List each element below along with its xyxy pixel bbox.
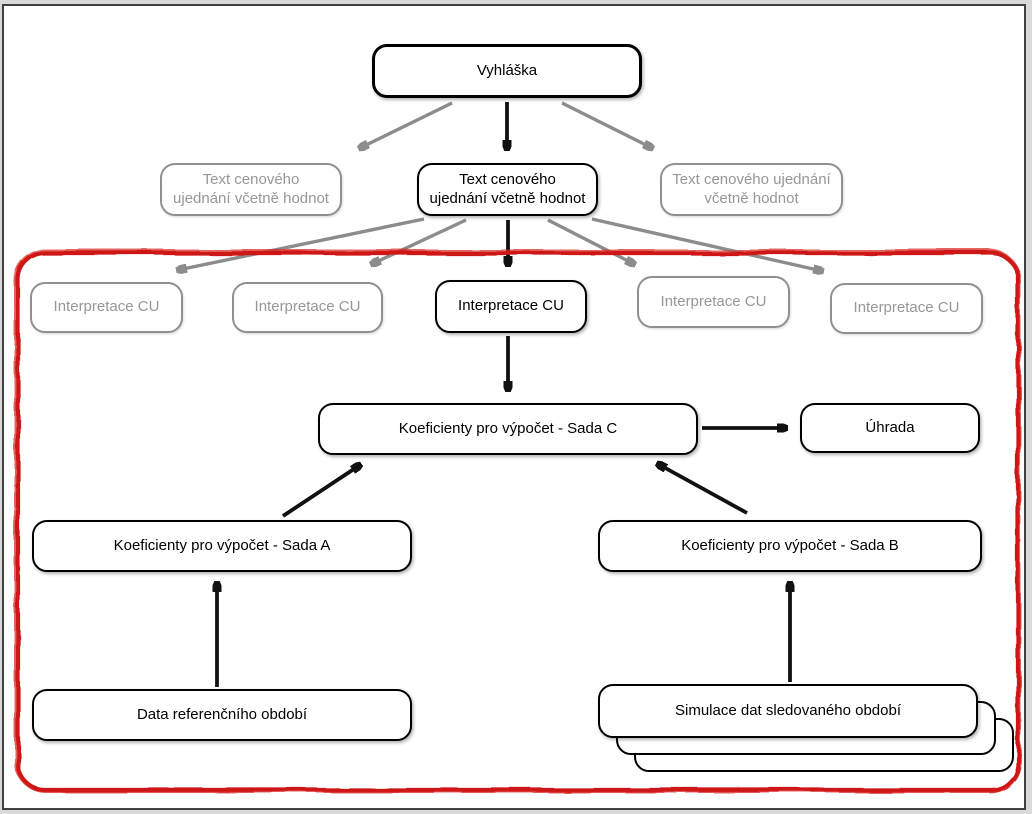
node-vyhlaska-label: Vyhláška bbox=[476, 61, 538, 79]
node-simulace-label: Simulace dat sledovaného období bbox=[675, 701, 901, 719]
node-interpretace-4 bbox=[637, 276, 790, 328]
node-simulace bbox=[598, 684, 978, 738]
node-sada-c bbox=[318, 403, 698, 455]
node-interpretace-3 bbox=[435, 280, 587, 333]
node-text-cu-right-label: Text cenového ujednání včetně hodnot bbox=[672, 170, 831, 207]
node-data-ref-label: Data referenčního období bbox=[136, 705, 308, 723]
node-sada-c-label: Koeficienty pro výpočet - Sada C bbox=[398, 419, 618, 437]
node-interpretace-2 bbox=[232, 282, 383, 333]
node-interpretace-2-label: Interpretace CU bbox=[254, 298, 361, 316]
node-sada-a-label: Koeficienty pro výpočet - Sada A bbox=[113, 536, 331, 554]
node-text-cu-left bbox=[160, 163, 342, 216]
node-uhrada-label: Úhrada bbox=[865, 418, 915, 436]
node-text-cu-center-label: Text cenového ujednání včetně hodnot bbox=[429, 170, 586, 207]
node-data-ref bbox=[32, 689, 412, 741]
node-text-cu-left-label: Text cenového ujednání včetně hodnot bbox=[173, 170, 329, 207]
node-sada-a bbox=[32, 520, 412, 572]
node-interpretace-4-label: Interpretace CU bbox=[660, 292, 767, 310]
node-interpretace-3-label: Interpretace CU bbox=[458, 297, 564, 315]
node-text-cu-right bbox=[660, 163, 843, 216]
node-sada-b bbox=[598, 520, 982, 572]
node-sada-b-label: Koeficienty pro výpočet - Sada B bbox=[681, 536, 899, 554]
node-interpretace-1 bbox=[30, 282, 183, 333]
node-interpretace-1-label: Interpretace CU bbox=[53, 298, 160, 316]
node-interpretace-5-label: Interpretace CU bbox=[853, 299, 960, 317]
node-vyhlaska bbox=[372, 44, 642, 98]
node-uhrada bbox=[800, 403, 980, 453]
node-text-cu-center bbox=[417, 163, 598, 216]
node-interpretace-5 bbox=[830, 283, 983, 334]
